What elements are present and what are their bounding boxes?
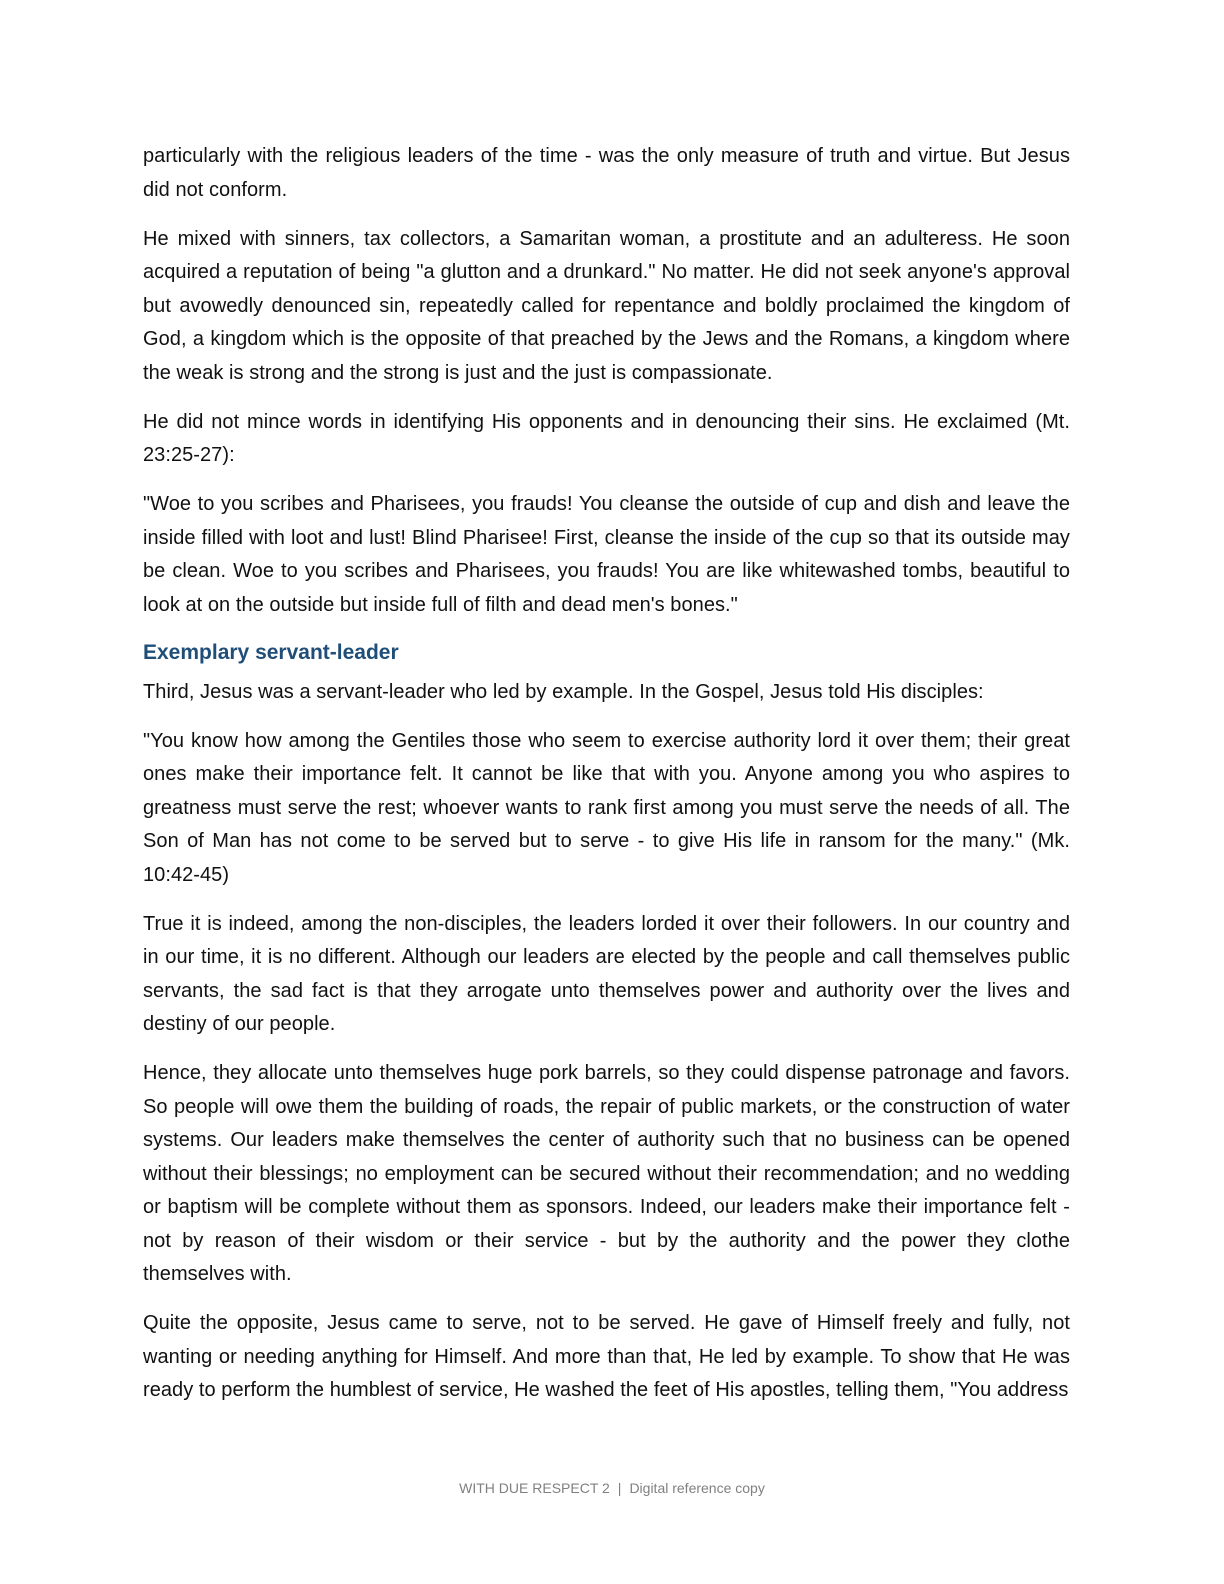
paragraph: Third, Jesus was a servant-leader who led by example. In the Gospel, Jesus told His disciples: [143,680,984,703]
paragraph: Quite the opposite, Jesus came to serve, not to be served. He gave of Himself freely and fully, not wanting or needing anything for Himself. And more than that, He led by example. To show that He was ready to perform the humblest of service, He washed the feet of His apostles, telling them, "You address [143,1312,1070,1401]
footer-note: Digital reference copy [629,1480,765,1496]
paragraph: Hence, they allocate unto themselves huge pork barrels, so they could dispense patronage and favors. So people will owe them the building of roads, the repair of public markets, or the construction of water systems. Our leaders make themselves the center of authority such that no business can be opened without their blessings; no employment can be secured without their recommendation; and no wedding or baptism will be complete without them as sponsors. Indeed, our leaders make their importance felt - not by reason of their wisdom or their service - but by the authority and the power they clothe themselves with. [143,1062,1070,1285]
paragraph: True it is indeed, among the non-disciples, the leaders lorded it over their followers. In our country and in our time, it is no different. Although our leaders are elected by the people and call themselves public servants, the sad fact is that they arrogate unto themselves power and authority over the lives and destiny of our people. [143,912,1070,1035]
footer-separator: | [617,1480,622,1496]
quote-paragraph: "You know how among the Gentiles those who seem to exercise authority lord it over them; their great ones make their importance felt. It cannot be like that with you. Anyone among you who aspires to greatness must serve the rest; whoever wants to rank first among you must serve the needs of all. The Son of Man has not come to be served but to serve - to give His life in ransom for the many." (Mk. 10:42-45) [143,729,1070,886]
paragraph: particularly with the religious leaders of the time - was the only measure of truth and virtue. But Jesus did not conform. [143,145,1070,201]
document-body [143,140,1070,1423]
footer-title: WITH DUE RESPECT 2 [459,1480,610,1496]
quote-paragraph: "Woe to you scribes and Pharisees, you frauds! You cleanse the outside of cup and dish and leave the inside filled with loot and lust! Blind Pharisee! First, cleanse the inside of the cup so that its outside may be clean. Woe to you scribes and Pharisees, you frauds! You are like whitewashed tombs, beautiful to look at on the outside but inside full of filth and dead men's bones." [143,493,1070,616]
paragraph: He mixed with sinners, tax collectors, a Samaritan woman, a prostitute and an adulteress. He soon acquired a reputation of being "a glutton and a drunkard." No matter. He did not seek anyone's approval but avowedly denounced sin, repeatedly called for repentance and boldly proclaimed the kingdom of God, a kingdom which is the opposite of that preached by the Jews and the Romans, a kingdom where the weak is strong and the strong is just and the just is compassionate. [143,227,1070,384]
section-heading: Exemplary servant-leader [143,640,399,664]
page-footer [0,1478,1224,1498]
paragraph: He did not mince words in identifying His opponents and in denouncing their sins. He exclaimed (Mt. 23:25-27): [143,410,1070,466]
